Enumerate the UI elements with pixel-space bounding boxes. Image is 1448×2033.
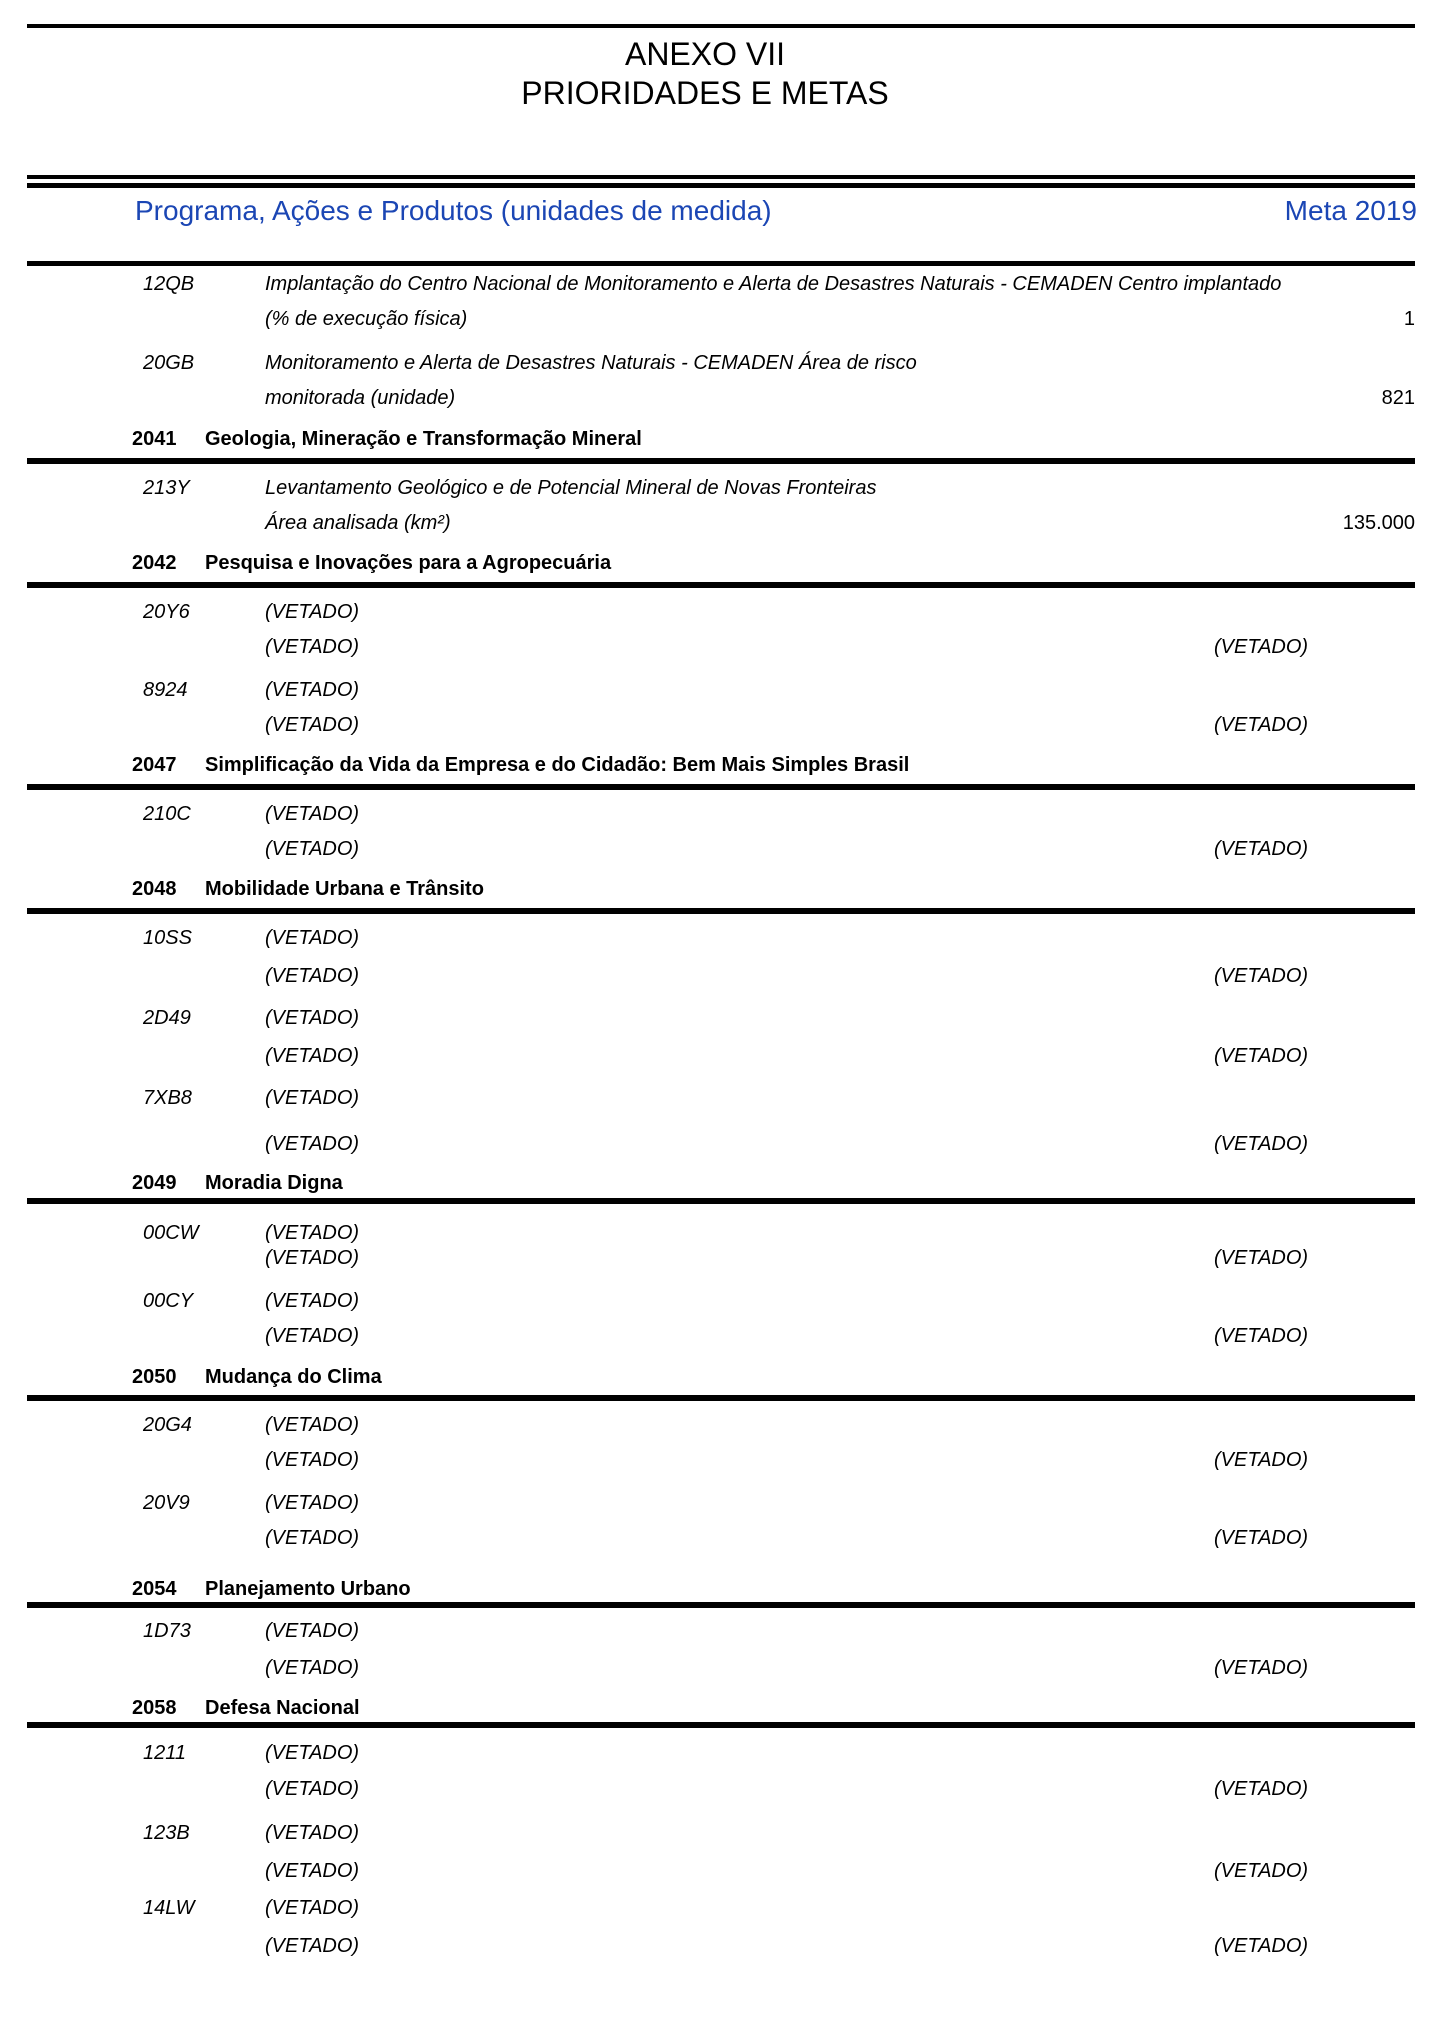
program-title: Mudança do Clima [205, 1366, 382, 1388]
action-description-line2: monitorada (unidade) [265, 387, 456, 409]
action-meta-value: (VETADO) [1214, 838, 1309, 860]
action-code: 14LW [143, 1897, 195, 1919]
action-meta-value: (VETADO) [1214, 1935, 1309, 1957]
program-code: 2050 [132, 1366, 177, 1388]
top-rule [27, 24, 1415, 28]
action-code: 2D49 [143, 1007, 191, 1029]
action-description-line2: (VETADO) [265, 1133, 360, 1155]
program-rule [27, 1722, 1415, 1728]
action-description-line1: (VETADO) [265, 679, 360, 701]
program-row [132, 552, 611, 574]
program-title: Moradia Digna [205, 1172, 343, 1194]
action-code: 20GB [143, 352, 195, 374]
program-title: Planejamento Urbano [205, 1578, 411, 1600]
action-description-line2: (VETADO) [265, 1325, 360, 1347]
program-row [132, 1366, 382, 1388]
program-title: Geologia, Mineração e Transformação Mineral [205, 428, 642, 450]
column-header-meta: Meta 2019 [1284, 195, 1417, 226]
action-code: 123B [143, 1822, 190, 1844]
double-rule-bottom [27, 183, 1415, 188]
action-description-line2: (VETADO) [265, 1935, 360, 1957]
action-description-line2: (% de execução física) [265, 308, 468, 330]
action-description-line1: (VETADO) [265, 803, 360, 825]
program-rule [27, 1395, 1415, 1401]
action-description-line2: (VETADO) [265, 1778, 360, 1800]
action-meta-value: (VETADO) [1214, 1449, 1309, 1471]
program-code: 2049 [132, 1172, 177, 1194]
action-meta-value: (VETADO) [1214, 1045, 1309, 1067]
program-row [132, 1172, 343, 1194]
action-description-line2: (VETADO) [265, 838, 360, 860]
program-code: 2047 [132, 754, 177, 776]
action-description-line1: Monitoramento e Alerta de Desastres Naturais - CEMADEN Área de risco [265, 352, 917, 374]
action-code: 210C [143, 803, 191, 825]
action-description-line2: (VETADO) [265, 1045, 360, 1067]
action-code: 8924 [143, 679, 188, 701]
action-description-line1: (VETADO) [265, 1492, 360, 1514]
action-meta-value: (VETADO) [1214, 1247, 1309, 1269]
action-description-line2: (VETADO) [265, 1657, 360, 1679]
action-meta-value: (VETADO) [1214, 714, 1309, 736]
action-code: 20Y6 [143, 601, 190, 623]
action-description-line2: Área analisada (km²) [265, 512, 451, 534]
action-code: 12QB [143, 273, 195, 295]
action-description-line2: (VETADO) [265, 1449, 360, 1471]
program-row [132, 1578, 411, 1600]
action-description-line1: (VETADO) [265, 1620, 360, 1642]
program-row [132, 878, 484, 900]
program-code: 2048 [132, 878, 177, 900]
action-code: 00CW [143, 1222, 199, 1244]
double-rule-top [27, 175, 1415, 179]
action-description-line1: Implantação do Centro Nacional de Monitoramento e Alerta de Desastres Naturais - CEMADEN Centro implantado [265, 273, 1282, 295]
action-code: 20V9 [143, 1492, 190, 1514]
action-code: 213Y [143, 477, 190, 499]
column-header-program: Programa, Ações e Produtos (unidades de medida) [135, 195, 772, 226]
annex-title: ANEXO VII [624, 36, 786, 72]
action-description-line1: (VETADO) [265, 1897, 360, 1919]
action-description-line1: Levantamento Geológico e de Potencial Mineral de Novas Fronteiras [265, 477, 877, 499]
action-description-line2: (VETADO) [265, 714, 360, 736]
action-meta-value: (VETADO) [1214, 1860, 1309, 1882]
program-title: Simplificação da Vida da Empresa e do Cidadão: Bem Mais Simples Brasil [205, 754, 910, 776]
action-code: 1211 [143, 1742, 187, 1764]
action-description-line2: (VETADO) [265, 1860, 360, 1882]
action-meta-value: (VETADO) [1214, 1657, 1309, 1679]
program-code: 2054 [132, 1578, 177, 1600]
program-rule [27, 458, 1415, 464]
action-description-line1: (VETADO) [265, 1742, 360, 1764]
annex-subtitle: PRIORIDADES E METAS [521, 75, 889, 111]
action-description-line1: (VETADO) [265, 1222, 360, 1244]
action-code: 10SS [143, 927, 192, 949]
program-title: Defesa Nacional [205, 1697, 360, 1719]
action-meta-value: 135.000 [1342, 512, 1415, 534]
program-rule [27, 908, 1415, 914]
action-description-line2: (VETADO) [265, 1527, 360, 1549]
action-code: 7XB8 [143, 1087, 192, 1109]
action-meta-value: 1 [1403, 308, 1415, 330]
program-row [132, 754, 909, 776]
action-description-line1: (VETADO) [265, 1087, 360, 1109]
action-meta-value: (VETADO) [1214, 1133, 1309, 1155]
program-code: 2042 [132, 552, 177, 574]
action-code: 1D73 [143, 1620, 191, 1642]
program-rule [27, 784, 1415, 790]
program-row [132, 1697, 360, 1719]
action-description-line1: (VETADO) [265, 1007, 360, 1029]
program-title: Mobilidade Urbana e Trânsito [205, 878, 484, 900]
action-description-line2: (VETADO) [265, 965, 360, 987]
action-meta-value: (VETADO) [1214, 1778, 1309, 1800]
program-row [132, 428, 642, 450]
action-code: 00CY [143, 1290, 194, 1312]
action-description-line2: (VETADO) [265, 636, 360, 658]
program-rule [27, 582, 1415, 588]
program-title: Pesquisa e Inovações para a Agropecuária [205, 552, 612, 574]
program-rule [27, 1602, 1415, 1608]
action-description-line1: (VETADO) [265, 927, 360, 949]
program-code: 2041 [132, 428, 177, 450]
action-meta-value: (VETADO) [1214, 1325, 1309, 1347]
action-description-line1: (VETADO) [265, 1290, 360, 1312]
action-code: 20G4 [143, 1414, 192, 1436]
program-rule [27, 1198, 1415, 1204]
action-meta-value: (VETADO) [1214, 636, 1309, 658]
action-description-line2: (VETADO) [265, 1247, 360, 1269]
action-meta-value: (VETADO) [1214, 1527, 1309, 1549]
program-code: 2058 [132, 1697, 177, 1719]
action-description-line1: (VETADO) [265, 1414, 360, 1436]
action-description-line1: (VETADO) [265, 1822, 360, 1844]
action-meta-value: (VETADO) [1214, 965, 1309, 987]
header-rule [27, 261, 1415, 266]
action-description-line1: (VETADO) [265, 601, 360, 623]
action-meta-value: 821 [1381, 387, 1415, 409]
